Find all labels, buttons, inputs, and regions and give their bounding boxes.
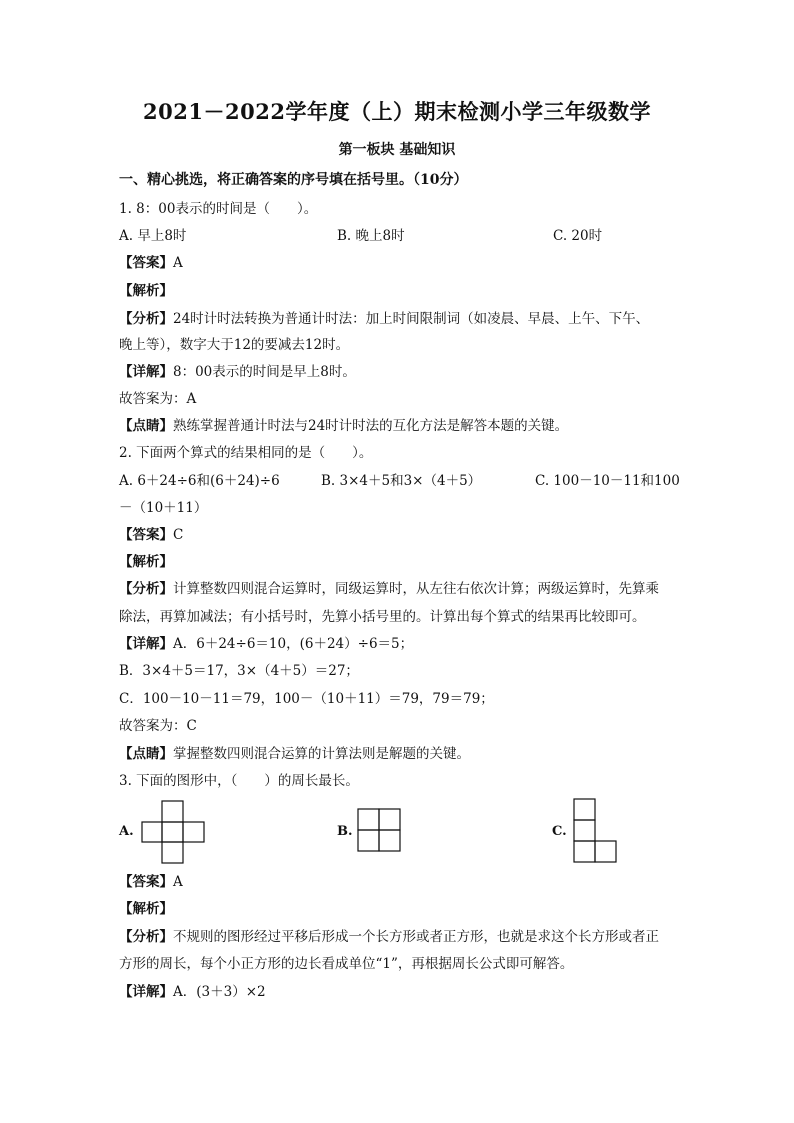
q3-fenxi-line-1 xyxy=(119,928,659,946)
section-heading: 一、精心挑选，将正确答案的序号填在括号里。（10分） xyxy=(119,172,468,188)
answer-tag: 【答案】 xyxy=(119,874,173,890)
fig-c-square-3 xyxy=(574,841,595,862)
q2-detail-line-2: B．3×4＋5＝17，3×（4＋5）＝27； xyxy=(119,663,359,679)
q2-detail-text-1: A．6＋24÷6＝10，(6＋24）÷6＝5； xyxy=(173,636,414,652)
q1-option-c: C. 20时 xyxy=(553,228,603,244)
q3-answer-line xyxy=(119,873,183,891)
detail-tag: 【详解】 xyxy=(119,984,173,1000)
fig-a-square-top xyxy=(162,801,183,822)
q2-comment-text: 掌握整数四则混合运算的计算法则是解题的关键。 xyxy=(173,746,470,762)
q1-comment-text: 熟练掌握普通计时法与24时计时法的互化方法是解答本题的关键。 xyxy=(173,418,569,434)
fig-a-square-right xyxy=(183,822,204,842)
q2-option-c: C. 100－10－11和100 xyxy=(535,473,680,489)
q3-fenxi-line-2: 方形的周长，每个小正方形的边长看成单位“1”，再根据周长公式即可解答。 xyxy=(119,956,574,972)
q3-label-a: A. xyxy=(119,824,134,839)
q3-analysis-line xyxy=(119,900,173,918)
comment-tag: 【点睛】 xyxy=(119,418,173,434)
q2-option-c-cont: －（10＋11） xyxy=(119,500,208,516)
q2-option-b: B. 3×4＋5和3×（4＋5） xyxy=(321,473,482,489)
q1-analysis-line xyxy=(119,282,173,300)
fenxi-tag: 【分析】 xyxy=(119,581,173,597)
q1-fenxi-text-1: 24时计时法转换为普通计时法：加上时间限制词（如凌晨、早晨、上午、下午、 xyxy=(173,311,650,327)
q2-answer: C xyxy=(173,527,184,543)
q1-fenxi-line-2: 晚上等），数字大于12的要减去12时。 xyxy=(119,337,350,353)
q2-analysis-line xyxy=(119,553,173,571)
q1-conclusion: 故答案为：A xyxy=(119,391,197,407)
q2-fenxi-line-2: 除法，再算加减法；有小括号时，先算小括号里的。计算出每个算式的结果再比较即可。 xyxy=(119,609,646,625)
q2-answer-line xyxy=(119,526,183,544)
fig-a-square-left xyxy=(142,822,162,842)
detail-tag: 【详解】 xyxy=(119,364,173,380)
q3-answer: A xyxy=(173,874,183,890)
page-title: 2021－2022学年度（上）期末检测小学三年级数学 xyxy=(143,99,651,124)
q2-fenxi-line-1 xyxy=(119,580,659,598)
q2-detail-line-1 xyxy=(119,635,413,653)
figure-b-square-grid xyxy=(357,808,401,852)
fig-a-square-center xyxy=(162,822,183,842)
q1-option-b: B. 晚上8时 xyxy=(337,228,405,244)
q2-option-a: A. 6＋24÷6和(6＋24)÷6 xyxy=(119,473,280,489)
q1-fenxi-line-1 xyxy=(119,310,649,328)
fig-b-square-3 xyxy=(358,830,379,851)
analysis-tag: 【解析】 xyxy=(119,901,173,917)
q1-stem: 1. 8：00表示的时间是（ ）。 xyxy=(119,201,318,217)
q3-stem: 3. 下面的图形中，（ ）的周长最长。 xyxy=(119,773,359,789)
q2-detail-line-3: C．100－10－11＝79，100－（10＋11）＝79，79＝79； xyxy=(119,691,494,707)
q1-detail-line xyxy=(119,363,356,381)
q1-answer: A xyxy=(173,255,183,271)
fig-b-square-2 xyxy=(379,809,400,830)
analysis-tag: 【解析】 xyxy=(119,554,173,570)
figure-c-l-shape xyxy=(573,798,619,864)
fig-c-square-4 xyxy=(595,841,616,862)
fig-a-square-bottom xyxy=(162,842,183,863)
q1-detail-text: 8：00表示的时间是早上8时。 xyxy=(173,364,356,380)
answer-tag: 【答案】 xyxy=(119,527,173,543)
q2-conclusion: 故答案为：C xyxy=(119,718,197,734)
detail-tag: 【详解】 xyxy=(119,636,173,652)
q3-fenxi-text-1: 不规则的图形经过平移后形成一个长方形或者正方形，也就是求这个长方形或者正 xyxy=(173,929,659,945)
figure-a-cross xyxy=(141,800,205,864)
q2-stem: 2. 下面两个算式的结果相同的是（ ）。 xyxy=(119,445,373,461)
comment-tag: 【点睛】 xyxy=(119,746,173,762)
fig-b-square-4 xyxy=(379,830,400,851)
q1-option-a: A. 早上8时 xyxy=(119,228,187,244)
answer-tag: 【答案】 xyxy=(119,255,173,271)
section-subtitle: 第一板块 基础知识 xyxy=(338,142,456,158)
q3-detail-line xyxy=(119,983,266,1001)
q2-comment-line xyxy=(119,745,470,763)
fig-c-square-2 xyxy=(574,820,595,841)
q1-answer-line xyxy=(119,254,183,272)
q1-comment-line xyxy=(119,417,568,435)
analysis-tag: 【解析】 xyxy=(119,283,173,299)
q3-detail-text: A．(3＋3）×2 xyxy=(173,984,266,1000)
fenxi-tag: 【分析】 xyxy=(119,929,173,945)
q3-label-c: C. xyxy=(552,824,567,839)
q3-label-b: B. xyxy=(337,824,353,839)
fig-c-square-1 xyxy=(574,799,595,820)
fig-b-square-1 xyxy=(358,809,379,830)
fenxi-tag: 【分析】 xyxy=(119,311,173,327)
q2-fenxi-text-1: 计算整数四则混合运算时，同级运算时，从左往右依次计算；两级运算时，先算乘 xyxy=(173,581,659,597)
